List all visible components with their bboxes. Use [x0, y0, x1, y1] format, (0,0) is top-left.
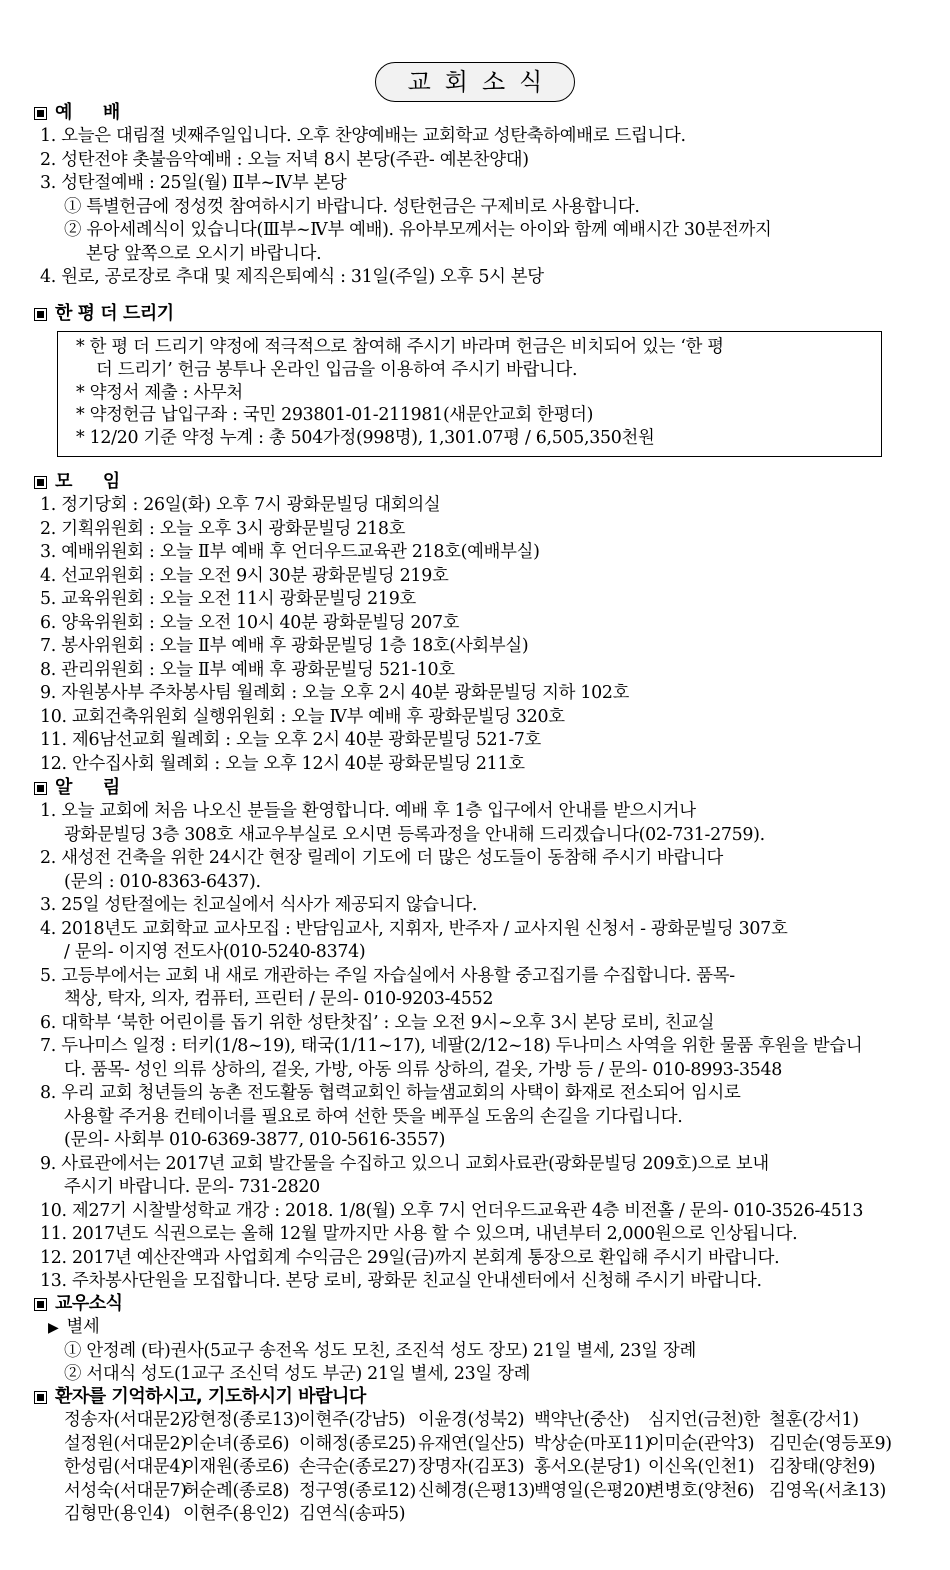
square-bullet-icon	[34, 1391, 47, 1404]
heading-text: 모 임	[55, 471, 127, 492]
list-item: 다. 품목- 성인 의류 상하의, 겉옷, 가방, 아동 의류 상하의, 겉옷, 가방 등 / 문의- 010-8993-3548	[64, 1059, 783, 1080]
section-heading	[34, 470, 920, 494]
patient-name: 정송자(서대문2)	[64, 1410, 187, 1430]
patient-names	[34, 1409, 920, 1527]
patient-name: 강현정(종로13)	[183, 1410, 300, 1430]
list-item: ② 서대식 성도(1교구 조신덕 성도 부군) 21일 별세, 23일 장례	[64, 1364, 531, 1384]
patient-name: 이현주(강남5)	[299, 1410, 406, 1430]
list-item: 11. 제6남선교회 월례회 : 오늘 오후 2시 40분 광화문빌딩 521-7호	[40, 730, 542, 750]
patient-name: 홍서오(분당1)	[534, 1457, 641, 1477]
heading-text: 환자를 기억하시고, 기도하시기 바랍니다	[55, 1386, 366, 1407]
list-item: * 한 평 더 드리기 약정에 적극적으로 참여해 주시기 바라며 헌금은 비치되어 있는 ‘한 평	[76, 337, 724, 357]
list-item: 12. 안수집사회 월례회 : 오늘 오후 12시 40분 광화문빌딩 211호	[40, 753, 525, 774]
patient-name: 신혜경(은평13)	[418, 1480, 535, 1501]
list-item: 10. 제27기 시찰발성학교 개강 : 2018. 1/8(월) 오후 7시 언더우드교육관 4층 비전홀 / 문의- 010-3526-4513	[40, 1200, 864, 1221]
list-item: 9. 자원봉사부 주차봉사팀 월례회 : 오늘 오후 2시 40분 광화문빌딩 지하 102호	[40, 683, 630, 703]
list-item: 5. 교육위원회 : 오늘 오전 11시 광화문빌딩 219호	[40, 589, 416, 609]
list-item: 2. 새성전 건축을 위한 24시간 현장 릴레이 기도에 더 많은 성도들이 동참해 주시기 바랍니다	[40, 848, 723, 868]
list-item: 5. 고등부에서는 교회 내 새로 개관하는 주일 자습실에서 사용할 중고집기를 수집합니다. 품목-	[40, 965, 735, 986]
square-bullet-icon	[34, 107, 47, 120]
list-item: * 12/20 기준 약정 누계 : 총 504가정(998명), 1,301.07평 / 6,505,350천원	[76, 428, 655, 449]
square-bullet-icon	[34, 476, 47, 489]
list-item: ② 유아세례식이 있습니다(Ⅲ부~Ⅳ부 예배). 유아부모께서는 아이와 함께 예배시간 30분전까지	[64, 220, 772, 240]
patient-name: 이현주(용인2)	[183, 1504, 290, 1524]
list-item: 6. 양육위원회 : 오늘 오전 10시 40분 광화문빌딩 207호	[40, 612, 460, 633]
list-item: 본당 앞쪽으로 오시기 바랍니다.	[86, 243, 322, 264]
patient-name: 김영옥(서초13)	[769, 1480, 886, 1501]
list-item: 10. 교회건축위원회 실행위원회 : 오늘 Ⅳ부 예배 후 광화문빌딩 320호	[40, 706, 565, 727]
patient-name: 김민순(영등포9)	[769, 1433, 892, 1454]
heading-text: 교우소식	[55, 1293, 123, 1314]
list-item: 6. 대학부 ‘북한 어린이를 돕기 위한 성탄찻집’ : 오늘 오전 9시~오후 3시 본당 로비, 친교실	[40, 1012, 715, 1033]
list-item: ① 특별헌금에 정성껏 참여하시기 바랍니다. 성탄헌금은 구제비로 사용합니다.	[64, 196, 640, 217]
patient-name: 이순녀(종로6)	[183, 1433, 290, 1454]
list-item: 4. 2018년도 교회학교 교사모집 : 반담임교사, 지휘자, 반주자 / 교사지원 신청서 - 광화문빌딩 307호	[40, 918, 788, 939]
list-item: (문의 : 010-8363-6437).	[64, 871, 261, 892]
list-item: 7. 봉사위원회 : 오늘 Ⅱ부 예배 후 광화문빌딩 1층 18호(사회부실)	[40, 636, 529, 656]
patient-name: 설정원(서대문2)	[64, 1433, 187, 1454]
list-item: 4. 원로, 공로장로 추대 및 제직은퇴예식 : 31일(주일) 오후 5시 본당	[40, 267, 544, 287]
section-heading	[34, 302, 920, 326]
patient-name: 김형만(용인4)	[64, 1504, 171, 1524]
sub-heading	[34, 1316, 920, 1340]
list-item: ① 안정례 (타)권사(5교구 송전옥 성도 모친, 조진석 성도 장모) 21일 별세, 23일 장례	[64, 1340, 697, 1361]
sub-heading-text: 별세	[66, 1317, 100, 1337]
patient-name: 이신옥(인천1)	[648, 1457, 755, 1477]
offering-box	[57, 331, 882, 457]
patient-name: 한성림(서대문4)	[64, 1457, 187, 1477]
list-item: 주시기 바랍니다. 문의- 731-2820	[64, 1177, 320, 1197]
patient-name: 김창태(양천9)	[769, 1457, 876, 1477]
list-item: 8. 우리 교회 청년들의 농촌 전도활동 협력교회인 하늘샘교회의 사택이 화재로 전소되어 임시로	[40, 1083, 741, 1103]
patient-name: 박상순(마포11)	[534, 1433, 651, 1454]
list-item: 2. 기획위원회 : 오늘 오후 3시 광화문빌딩 218호	[40, 518, 406, 539]
members-section	[34, 1292, 920, 1387]
list-item: * 약정헌금 납입구좌 : 국민 293801-01-211981(새문안교회 한평더)	[76, 405, 594, 426]
list-item: 책상, 탁자, 의자, 컴퓨터, 프린터 / 문의- 010-9203-4552	[64, 989, 494, 1009]
list-item: 13. 주차봉사단원을 모집합니다. 본당 로비, 광화문 친교실 안내센터에서 신청해 주시기 바랍니다.	[40, 1271, 762, 1291]
list-item: 7. 두나미스 일정 : 터키(1/8~19), 태국(1/11~17), 네팔(2/12~18) 두나미스 사역을 위한 물품 후원을 받습니	[40, 1036, 863, 1056]
section-heading	[34, 1292, 920, 1316]
meetings-section	[34, 470, 920, 776]
list-item: 12. 2017년 예산잔액과 사업회계 수익금은 29일(금)까지 본회계 통장으로 환입해 주시기 바랍니다.	[40, 1247, 780, 1268]
patient-name: 손극순(종로27)	[299, 1457, 416, 1477]
patient-name: 백약난(중산)	[534, 1410, 630, 1430]
list-item: 11. 2017년도 식권으로는 올해 12월 말까지만 사용 할 수 있으며, 내년부터 2,000원으로 인상됩니다.	[40, 1224, 798, 1244]
list-item: 3. 예배위원회 : 오늘 Ⅱ부 예배 후 언더우드교육관 218호(예배부실)	[40, 542, 540, 562]
list-item: 사용할 주거용 컨테이너를 필요로 하여 선한 뜻을 베푸실 도움의 손길을 기다립니다.	[64, 1106, 683, 1127]
square-bullet-icon	[34, 782, 47, 795]
list-item: 8. 관리위원회 : 오늘 Ⅱ부 예배 후 광화문빌딩 521-10호	[40, 659, 455, 680]
list-item: (문의- 사회부 010-6369-3877, 010-5616-3557)	[64, 1130, 446, 1150]
patient-name: 서성숙(서대문7)	[64, 1480, 187, 1501]
list-item: 2. 성탄전야 촛불음악예배 : 오늘 저녁 8시 본당(주관- 예본찬양대)	[40, 149, 529, 170]
patient-name: 이재원(종로6)	[183, 1457, 290, 1477]
square-bullet-icon	[34, 308, 47, 321]
patient-name: 이해정(종로25)	[299, 1433, 416, 1454]
patient-name: 변병호(양천6)	[648, 1480, 755, 1501]
patient-name: 김연식(송파5)	[299, 1504, 406, 1524]
list-item: 4. 선교위원회 : 오늘 오전 9시 30분 광화문빌딩 219호	[40, 565, 449, 586]
offering-section	[34, 302, 920, 326]
notices-section	[34, 776, 920, 1294]
list-item: 3. 25일 성탄절에는 친교실에서 식사가 제공되지 않습니다.	[40, 895, 478, 915]
patient-name: 철훈(강서1)	[769, 1410, 859, 1430]
patient-name: 이미순(관악3)	[648, 1433, 755, 1454]
heading-text: 알 림	[55, 777, 127, 798]
title-area	[0, 62, 950, 102]
patient-name: 심지언(금천)한	[648, 1410, 760, 1430]
list-item: * 약정서 제출 : 사무처	[76, 382, 243, 403]
heading-text: 한 평 더 드리기	[55, 303, 174, 324]
list-item: 더 드리기’ 헌금 봉투나 온라인 입금을 이용하여 주시기 바랍니다.	[96, 359, 578, 380]
patient-name: 허순례(종로8)	[183, 1480, 290, 1501]
patient-name: 정구영(종로12)	[299, 1480, 416, 1501]
list-item: 9. 사료관에서는 2017년 교회 발간물을 수집하고 있으니 교회사료관(광화문빌딩 209호)으로 보내	[40, 1153, 769, 1174]
page-title: 교회소식	[375, 62, 575, 102]
section-heading	[34, 101, 920, 125]
list-item: / 문의- 이지영 전도사(010-5240-8374)	[64, 942, 366, 962]
worship-section	[34, 101, 920, 290]
triangle-bullet-icon: ▶	[48, 1320, 59, 1336]
list-item: 1. 정기당회 : 26일(화) 오후 7시 광화문빌딩 대회의실	[40, 495, 441, 515]
list-item: 1. 오늘은 대림절 넷째주일입니다. 오후 찬양예배는 교회학교 성탄축하예배로 드립니다.	[40, 126, 686, 146]
square-bullet-icon	[34, 1298, 47, 1311]
patients-section	[34, 1385, 920, 1527]
patient-name: 백영일(은평20)	[534, 1480, 651, 1501]
list-item: 1. 오늘 교회에 처음 나오신 분들을 환영합니다. 예배 후 1층 입구에서 안내를 받으시거나	[40, 801, 696, 821]
patient-name: 장명자(김포3)	[418, 1457, 525, 1477]
section-heading	[34, 1385, 920, 1409]
list-item: 광화문빌딩 3층 308호 새교우부실로 오시면 등록과정을 안내해 드리겠습니다(02-731-2759).	[64, 824, 765, 845]
list-item: 3. 성탄절예배 : 25일(월) Ⅱ부~Ⅳ부 본당	[40, 173, 347, 193]
heading-text: 예 배	[55, 102, 127, 123]
patient-name: 유재연(일산5)	[418, 1433, 525, 1454]
section-heading	[34, 776, 920, 800]
patient-name: 이윤경(성북2)	[418, 1410, 525, 1430]
